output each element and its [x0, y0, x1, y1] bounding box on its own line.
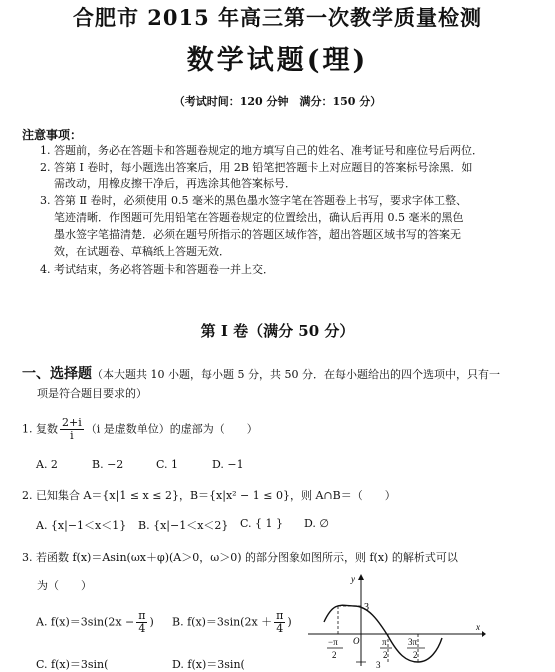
q2-option: D. ∅	[304, 517, 330, 530]
q3-option-a	[36, 610, 154, 635]
part1-desc-cont: 项是符合题目要求的）	[37, 387, 147, 400]
q1-prefix: 1. 复数	[22, 422, 58, 436]
notice-item: 1. 答题前，务必在答题卡和答题卷规定的地方填写自己的姓名、准考证号和座位号后两位．	[40, 144, 483, 157]
y-label: y	[351, 574, 355, 584]
frac-den: 4	[138, 622, 146, 635]
q1-option: B. −2	[92, 458, 124, 471]
part1-heading: 一、选择题	[22, 366, 92, 382]
y-axis-arrow	[358, 574, 364, 580]
exam-meta: （考试时间：120 分钟 满分：150 分）	[173, 95, 382, 108]
x-axis-arrow	[482, 631, 486, 637]
paren: )	[149, 615, 154, 629]
notice-title: 注意事项：	[22, 128, 83, 142]
q1-numerator: 2+i	[62, 416, 82, 429]
q1-fraction	[60, 417, 84, 442]
section-title: 第 Ⅰ 卷（满分 50 分）	[200, 322, 355, 340]
notice-item: 笔迹清晰．作图题可先用铅笔在答题卷规定的位置绘出，确认后再用 0.5 毫米的黑色	[54, 211, 464, 224]
paper-title: 数学试题(理)	[186, 45, 369, 76]
q3-option-b	[172, 610, 292, 635]
notice-item: 需改动，用橡皮擦干净后，再选涂其他答案标号．	[54, 177, 296, 190]
question-2: 2. 已知集合 A＝{x|1 ≤ x ≤ 2}，B＝{x|x² − 1 ≤ 0}，则 A∩B＝（ ）	[22, 489, 396, 502]
q2-option: A. {x|−1＜x＜1}	[36, 519, 127, 532]
q1-option: A. 2	[36, 458, 58, 471]
q3-option-b-frac	[274, 610, 285, 635]
tick-two: 2	[332, 650, 337, 660]
q3-option-a-frac	[136, 610, 147, 635]
tick-neg-pi: −π	[328, 637, 338, 647]
notice-item: 2. 答第 Ⅰ 卷时，每小题选出答案后，用 2B 铅笔把答题卡上对应题目的答案标号涂黑．如	[40, 161, 473, 174]
frac-den: 4	[276, 622, 284, 635]
part1-desc: （本大题共 10 小题，每小题 5 分，共 50 分．在每小题给出的四个选项中，只有一	[92, 368, 500, 381]
origin-label: O	[353, 636, 360, 646]
amplitude-label: 3	[364, 602, 369, 613]
q3-option-d: D. f(x)＝3sin(	[172, 658, 245, 671]
q2-option: B. {x|−1＜x＜2}	[138, 519, 229, 532]
pi-symbol: π	[276, 609, 284, 622]
question-1	[22, 417, 258, 442]
q1-option: C. 1	[156, 458, 179, 471]
tick-two: 2	[383, 650, 388, 660]
pi-symbol: π	[138, 609, 146, 622]
exam-header: 合肥市 2015 年高三第一次教学质量检测	[72, 5, 483, 30]
question-3-cont: 为（ ）	[37, 579, 92, 592]
q2-option: C. { 1 }	[240, 517, 284, 530]
notice-item: 效，在试题卷、草稿纸上答题无效．	[54, 245, 230, 258]
q1-option: D. −1	[212, 458, 244, 471]
part1-instructions	[22, 363, 500, 383]
notice-item: 3. 答第 Ⅱ 卷时，必须使用 0.5 毫米的黑色墨水签字笔在答题卷上书写，要求字体工整、	[40, 194, 467, 207]
question-3: 3. 若函数 f(x)＝Asin(ωx＋φ)(A＞0，ω＞0) 的部分图象如图所示，则 f(x) 的解析式可以	[22, 551, 458, 564]
tick-three-pi: 3π	[408, 637, 418, 647]
q3-graph	[306, 570, 486, 668]
x-label: x	[476, 622, 480, 632]
q3-option-c: C. f(x)＝3sin(	[36, 658, 109, 671]
q3-option-a-text: A. f(x)＝3sin(2x −	[36, 615, 135, 629]
tick-pi: π	[382, 637, 387, 647]
q3-option-b-text: B. f(x)＝3sin(2x ＋	[172, 615, 273, 629]
notice-item: 4. 考试结束，务必将答题卡和答题卷一并上交．	[40, 263, 274, 276]
paren: )	[287, 615, 292, 629]
q1-suffix: （i 是虚数单位）的虚部为（ ）	[85, 422, 258, 436]
notice-item: 墨水签字笔描清楚．必须在题号所指示的答题区域作答，超出答题区域书写的答案无	[54, 228, 461, 241]
q1-denominator: i	[70, 429, 74, 442]
tick-two: 2	[413, 650, 418, 660]
neg-three-label: 3	[376, 660, 381, 668]
